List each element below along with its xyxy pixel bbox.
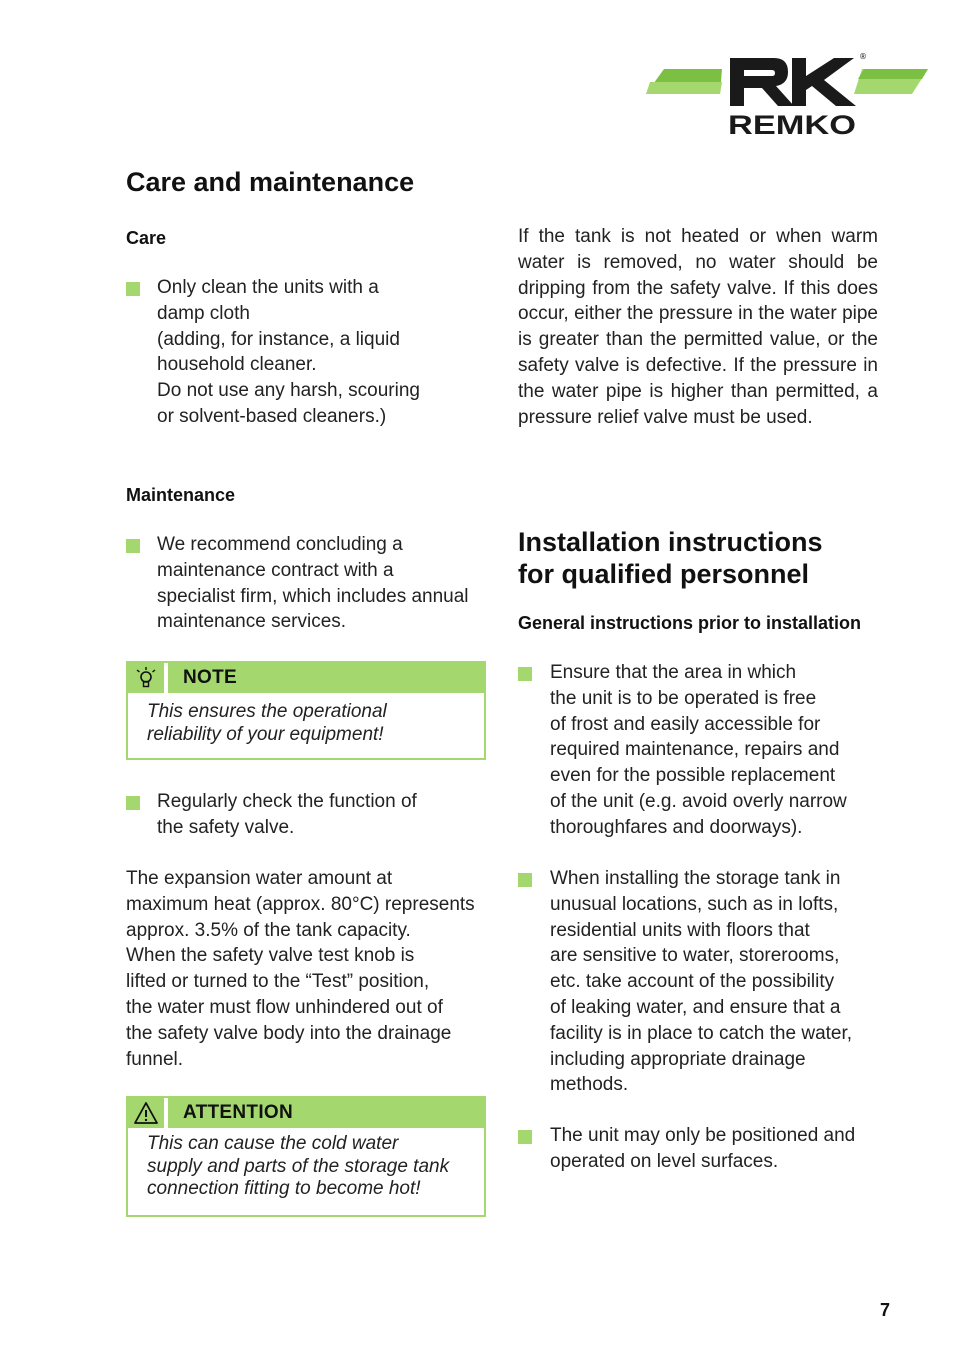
attention-text: This can cause the cold water supply and parts of the storage tank connection fitting to become hot! (147, 1133, 450, 1199)
care-bullet-text: Only clean the units with a damp cloth (adding, for instance, a liquid household cleaner. Do not use any harsh, scouring or solvent-based cleaners.) (157, 277, 420, 427)
install-bullet-1: Ensure that the area in which the unit is to be operated is free of frost and easily accessible for required maintenance, repairs and even for the possible replacement of the unit (e.g. avoid overly narrow thoroughfares and doorways). (550, 662, 847, 838)
maintenance-bullet-text: We recommend concluding a maintenance contract with a specialist firm, which includes annual maintenance services. (157, 534, 469, 633)
maintenance-heading: Maintenance (126, 485, 236, 505)
note-box (126, 661, 486, 760)
page-number: 7 (880, 1300, 891, 1320)
install-bullet-3: The unit may only be positioned and operated on level surfaces. (550, 1125, 856, 1172)
note-title: NOTE (183, 667, 237, 688)
attention-header (128, 1098, 484, 1128)
svg-text:®: ® (859, 52, 867, 61)
install-section-title (518, 526, 823, 590)
section-title-care-maintenance: Care and maintenance (126, 167, 415, 197)
expansion-paragraph: The expansion water amount at maximum heat (approx. 80°C) represents approx. 3.5% of the tank capacity. When the safety valve test knob is lifted or turned to the “Test” position, the water must flow unhindered out of the safety valve body into the drainage funnel. (126, 868, 475, 1070)
care-heading: Care (126, 228, 167, 248)
attention-title: ATTENTION (183, 1102, 294, 1123)
bullet-square (518, 667, 532, 681)
note-text: This ensures the operational reliability of your equipment! (147, 701, 387, 745)
remko-logo (644, 52, 932, 138)
check-bullet-text: Regularly check the function of the safety valve. (157, 791, 417, 838)
remko-logo-graphic (644, 52, 932, 138)
note-icon-cell (128, 663, 168, 693)
bullet-square (518, 873, 532, 887)
lightbulb-icon (135, 666, 157, 690)
warning-triangle-icon (133, 1101, 159, 1125)
general-instructions-heading: General instructions prior to installation (518, 613, 862, 633)
attention-box (126, 1096, 486, 1217)
install-title-line2: for qualified personnel (518, 559, 810, 589)
tank-paragraph: If the tank is not heated or when warm water is removed, no water should be dripping from the safety valve. If this does occur, either the pressure in the water pipe is greater than the permitted value, or the safety valve is defective. If the pressure in the water pipe is higher than permitted, a pressure relief valve must be used. (518, 226, 878, 428)
bullet-square (126, 282, 140, 296)
bullet-square (518, 1130, 532, 1144)
attention-icon-cell (128, 1098, 168, 1128)
bullet-square (126, 796, 140, 810)
logo-wordmark: REMKO (728, 110, 856, 138)
install-bullet-2: When installing the storage tank in unusual locations, such as in lofts, residential units with floors that are sensitive to water, storerooms, etc. take account of the possibility of leaking water, and ensure that a facility is in place to catch the water, including appropriate drainage methods. (550, 868, 853, 1096)
note-header (128, 663, 484, 693)
bullet-square (126, 539, 140, 553)
install-title-line1: Installation instructions (518, 527, 823, 557)
